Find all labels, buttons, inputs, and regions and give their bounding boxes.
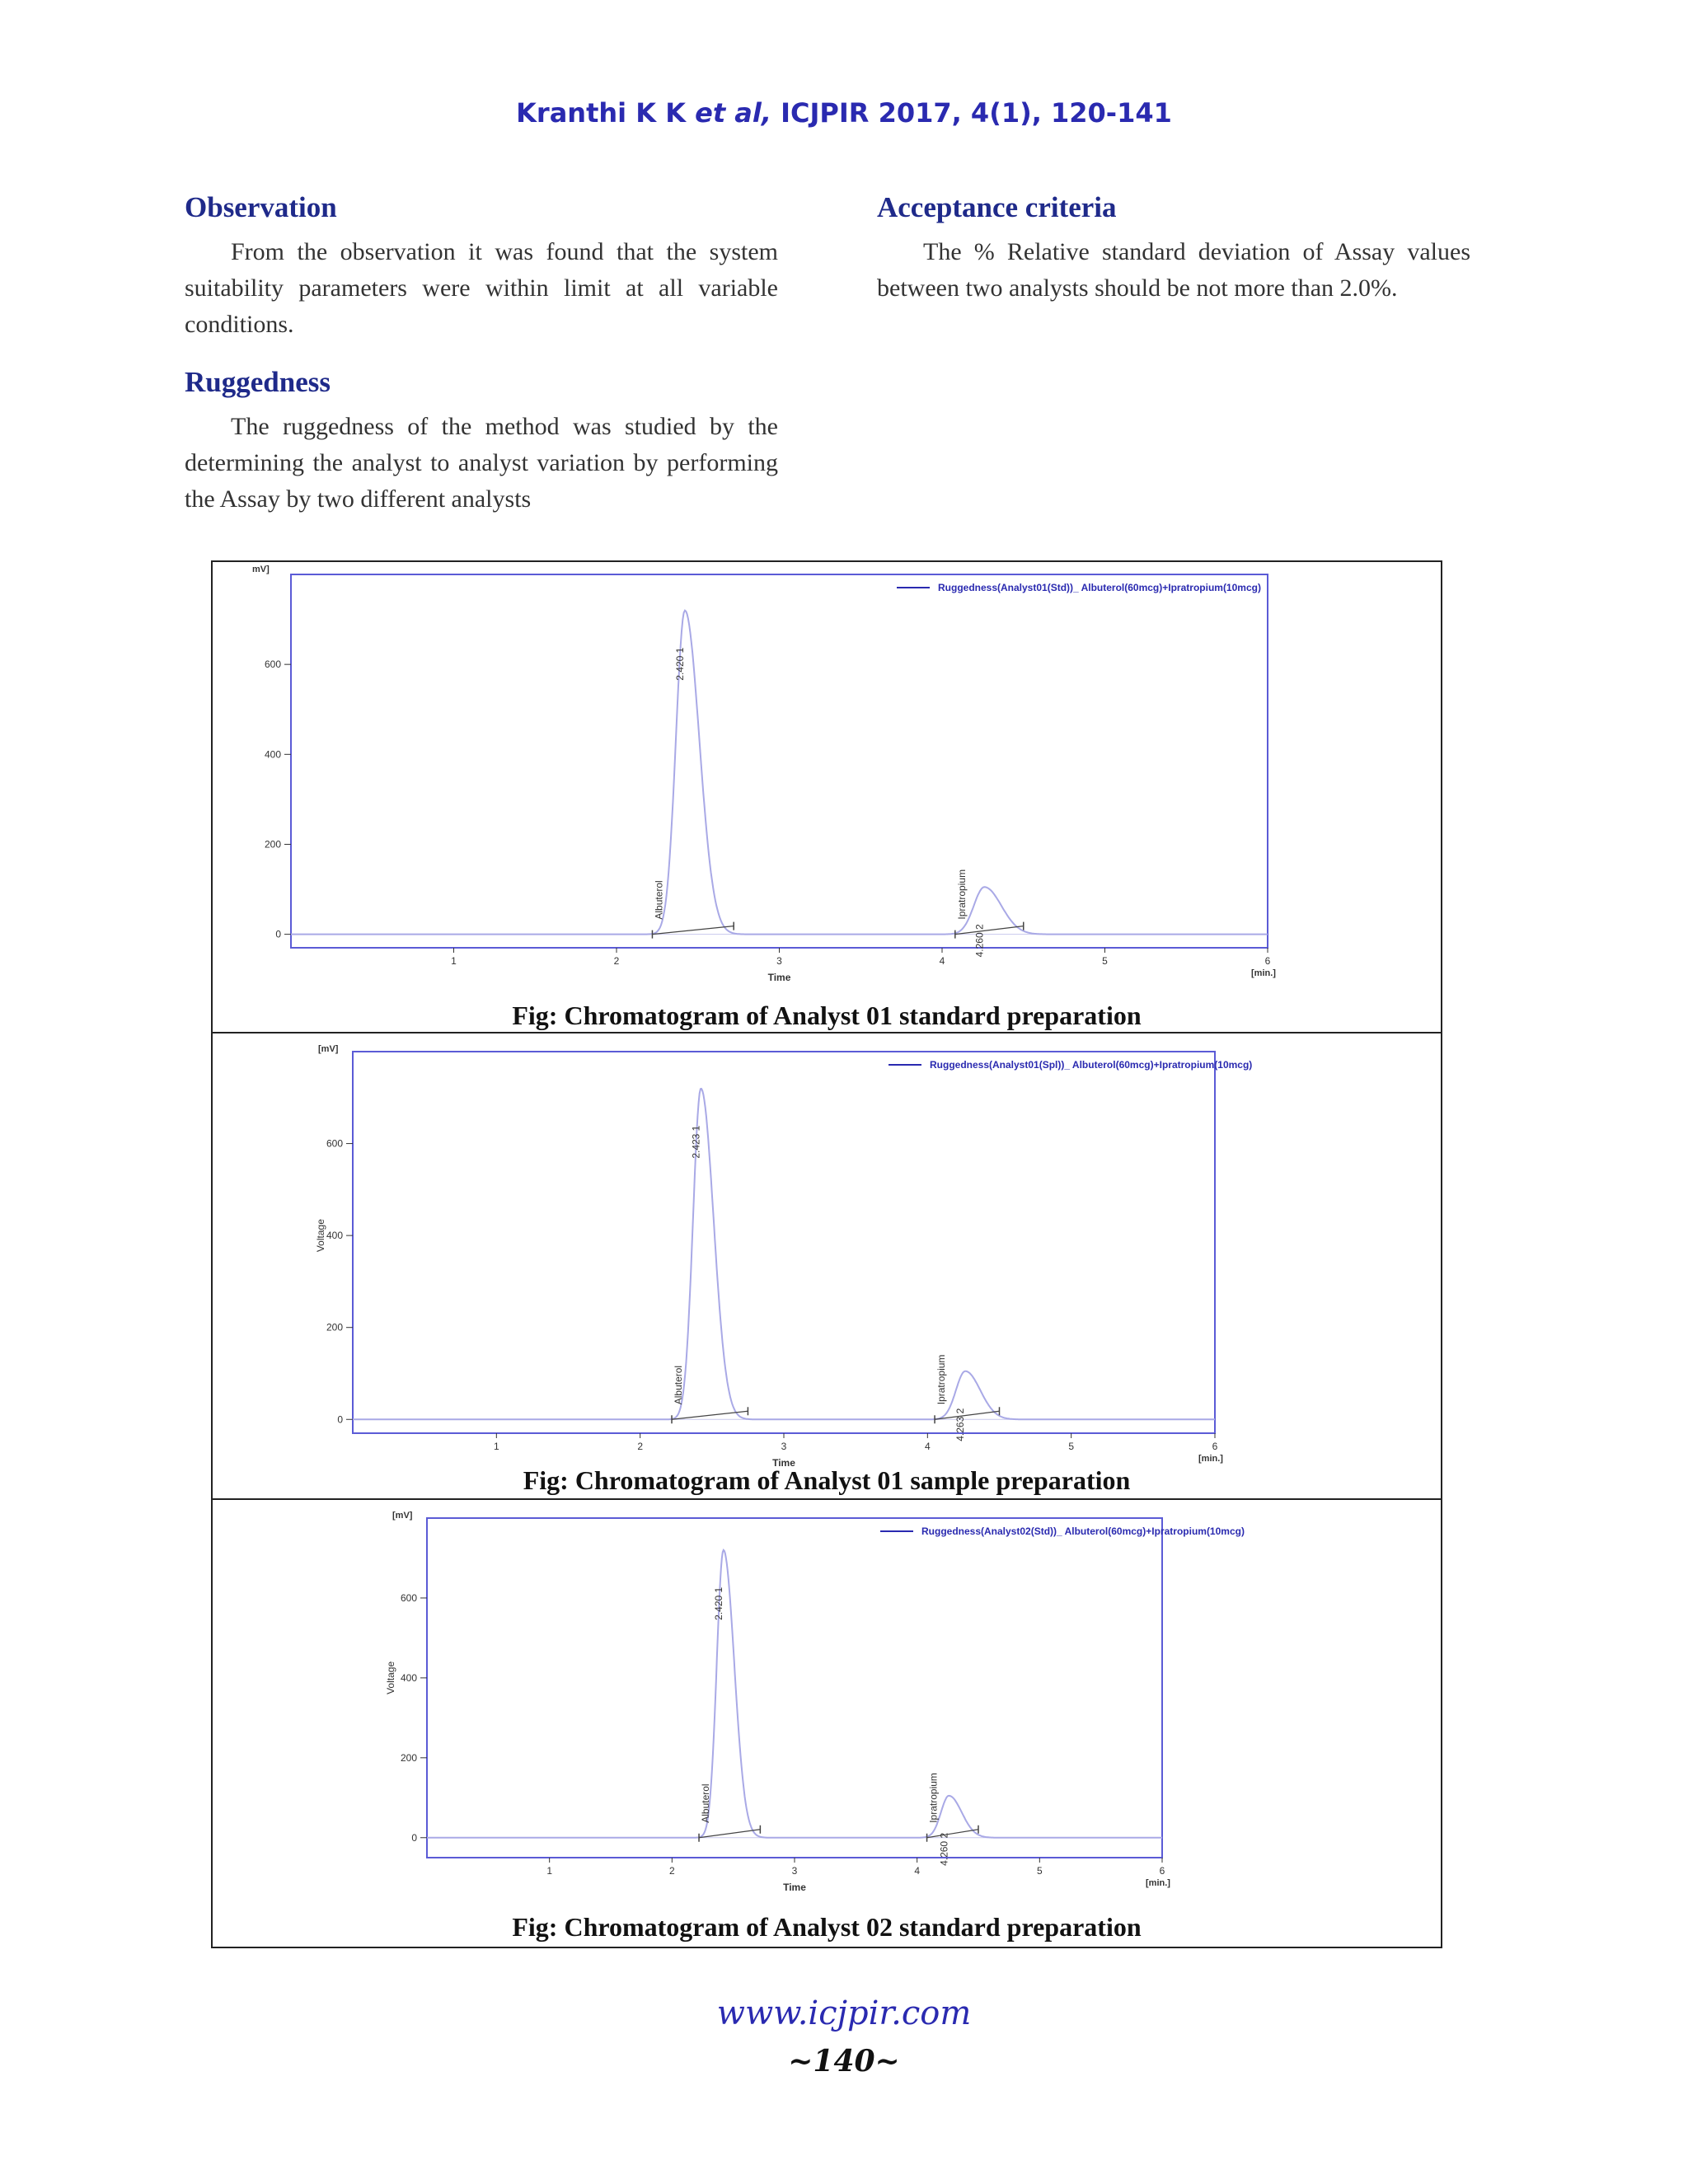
peak-integration-line (955, 926, 1024, 935)
peak-integration-line (699, 1830, 760, 1838)
observation-heading: Observation (185, 191, 337, 223)
y-tick-label: 600 (400, 1591, 417, 1604)
x-tick-label: 4 (914, 1865, 921, 1877)
chromatogram-trace (427, 1550, 1162, 1838)
peak-retention-label: 2.420 1 (673, 647, 686, 681)
peak-name-label: Ipratropium (935, 1354, 948, 1405)
peak-retention-label: 4.263 2 (954, 1408, 967, 1441)
x-tick-label: 1 (493, 1441, 499, 1452)
x-tick-label: 5 (1102, 955, 1108, 967)
x-tick-label: 3 (776, 955, 782, 967)
plot-frame (291, 574, 1268, 948)
peak-name-label: Ipratropium (927, 1773, 940, 1823)
x-tick-label: 6 (1264, 955, 1271, 967)
peak-integration-line (672, 1411, 748, 1419)
y-tick-label: 600 (326, 1137, 343, 1150)
y-tick-label: 0 (411, 1831, 417, 1844)
footer-page-number: ~140~ (788, 2044, 900, 2079)
figure-caption-3: Fig: Chromatogram of Analyst 02 standard preparation (512, 1912, 1142, 1942)
peak-retention-label: 4.260 2 (938, 1832, 950, 1866)
y-unit-label: mV] (252, 565, 270, 574)
legend-label: Ruggedness(Analyst01(Std))_ Albuterol(60mcg)+Ipratropium(10mcg) (938, 582, 1261, 593)
x-tick-label: 1 (546, 1865, 553, 1877)
x-tick-label: 2 (613, 955, 620, 967)
x-tick-label: 2 (668, 1865, 675, 1877)
peak-retention-label: 2.423 1 (690, 1125, 702, 1159)
figure-cell-3 (213, 1500, 1441, 1948)
x-tick-label: 6 (1212, 1441, 1218, 1452)
x-axis-title: Time (772, 1457, 795, 1469)
legend-label: Ruggedness(Analyst02(Std))_ Albuterol(60mcg)+Ipratropium(10mcg) (921, 1526, 1245, 1537)
x-tick-label: 1 (451, 955, 457, 967)
x-tick-label: 4 (939, 955, 945, 967)
y-axis-title: Voltage (315, 1219, 326, 1253)
x-tick-label: 4 (924, 1441, 931, 1452)
x-tick-label: 3 (791, 1865, 798, 1877)
x-tick-label: 2 (637, 1441, 644, 1452)
peak-retention-label: 4.260 2 (973, 924, 986, 958)
acceptance-heading: Acceptance criteria (877, 191, 1117, 223)
peak-name-label: Albuterol (653, 880, 665, 920)
y-tick-label: 400 (400, 1671, 417, 1684)
chromatogram-analyst02-std (213, 1500, 1441, 1948)
x-unit-label: [min.] (1146, 1878, 1170, 1888)
header-journal: ICJPIR 2017, 4(1), 120-141 (771, 97, 1172, 129)
y-tick-label: 0 (337, 1413, 343, 1426)
chromatogram-analyst01-spl (213, 1033, 1441, 1500)
x-tick-label: 5 (1036, 1865, 1043, 1877)
ruggedness-paragraph: The ruggedness of the method was studied by the determining the analyst to analyst variation by performing the Assay by two different analysts (185, 413, 778, 513)
footer-url: www.icjpir.com (716, 1994, 972, 2032)
x-tick-label: 5 (1068, 1441, 1075, 1452)
header-authors: Kranthi K K (516, 97, 696, 129)
peak-name-label: Ipratropium (955, 869, 968, 920)
figure-caption-2: Fig: Chromatogram of Analyst 01 sample preparation (523, 1465, 1131, 1495)
x-unit-label: [min.] (1251, 968, 1276, 978)
y-tick-label: 200 (400, 1751, 417, 1764)
figure-cell-1 (213, 562, 1441, 1033)
x-tick-label: 3 (781, 1441, 787, 1452)
acceptance-paragraph: The % Relative standard deviation of Assay values between two analysts should be not more than 2.0%. (877, 238, 1470, 302)
peak-name-label: Albuterol (673, 1365, 685, 1405)
x-axis-title: Time (767, 972, 791, 983)
x-tick-label: 6 (1159, 1865, 1165, 1877)
x-unit-label: [min.] (1198, 1454, 1223, 1464)
y-tick-label: 400 (326, 1230, 343, 1242)
header-etal: et al, (695, 97, 771, 129)
y-tick-label: 400 (264, 748, 281, 761)
figure-caption-1: Fig: Chromatogram of Analyst 01 standard preparation (512, 1001, 1142, 1030)
left-column (185, 191, 778, 541)
right-column (877, 191, 1470, 330)
x-axis-title: Time (783, 1882, 806, 1893)
observation-paragraph: From the observation it was found that the system suitability parameters were within limit at all variable conditions. (185, 238, 778, 338)
figure-cell-2 (213, 1033, 1441, 1500)
chromatogram-trace (291, 611, 1268, 935)
chromatogram-trace (353, 1089, 1215, 1419)
plot-frame (353, 1052, 1215, 1433)
peak-integration-line (652, 926, 734, 935)
peak-retention-label: 2.420 1 (712, 1586, 724, 1620)
chromatogram-analyst01-std (213, 562, 1441, 1033)
y-tick-label: 600 (264, 658, 281, 671)
y-tick-label: 200 (326, 1321, 343, 1333)
plot-frame (427, 1518, 1162, 1858)
y-unit-label: [mV] (392, 1511, 413, 1521)
y-tick-label: 0 (275, 928, 281, 940)
legend-label: Ruggedness(Analyst01(Spl))_ Albuterol(60mcg)+Ipratropium(10mcg) (930, 1059, 1253, 1071)
peak-name-label: Albuterol (700, 1783, 712, 1823)
ruggedness-heading: Ruggedness (185, 366, 331, 398)
y-axis-title: Voltage (385, 1661, 396, 1694)
figure-table (211, 560, 1442, 1948)
y-unit-label: [mV] (318, 1044, 339, 1054)
running-header (0, 97, 1688, 129)
y-tick-label: 200 (264, 838, 281, 851)
